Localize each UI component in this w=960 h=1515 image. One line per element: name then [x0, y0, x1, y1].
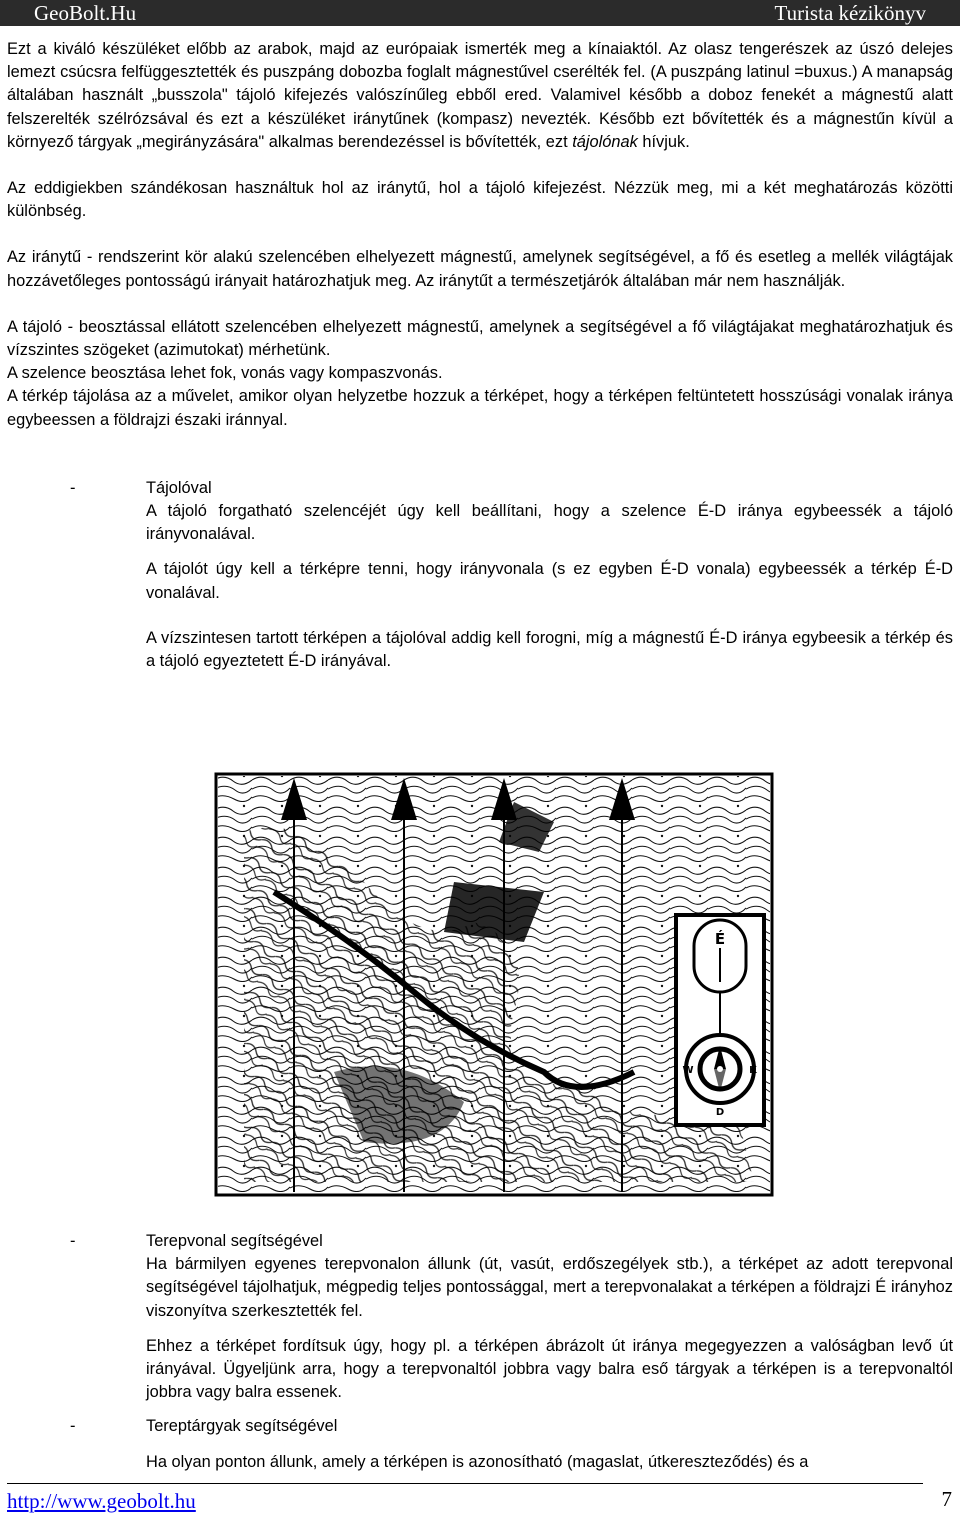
- main-text: [7, 38, 953, 673]
- list-dash: -: [70, 478, 76, 497]
- book-title: Turista kézikönyv: [774, 1, 926, 25]
- paragraph: A szelence beosztása lehet fok, vonás vagy kompaszvonás.: [7, 364, 443, 383]
- list-item-title: Terepvonal segítségével: [146, 1232, 323, 1250]
- list-item-tajoloval: [7, 477, 953, 673]
- list-item-title: Tájolóval: [146, 478, 212, 497]
- list-text: Ehhez a térképet fordítsuk úgy, hogy pl. a térképen ábrázolt út iránya megegyezzen a valóságban levő út irányával. Ügyeljünk arra, hogy a terepvonaltól jobbra vagy balra eső tárgyak a térképen is a terepvonaltól jobbra vagy balra essenek.: [146, 1336, 953, 1402]
- paragraph: A tájoló - beosztással ellátott szelencében elhelyezett mágnestű, amelynek a segítségével a fő világtájakat meghatározhatjuk és vízszintes szögeket (azimutokat) mérhetünk.: [7, 317, 953, 360]
- compass-bottom-label: D: [715, 1107, 725, 1118]
- list-text: A tájolót úgy kell a térképre tenni, hogy irányvonala (s ez egyben É-D vonala) egybeessék a térkép É-D vonalával.: [146, 560, 953, 602]
- footer-url-link[interactable]: http://www.geobolt.hu: [7, 1489, 196, 1513]
- compass-west-label: W: [682, 1065, 694, 1076]
- page-number: 7: [941, 1487, 952, 1511]
- paragraph: Az iránytű - rendszerint kör alakú szelencében elhelyezett mágnestű, amelynek segítségével, a fő és esetleg a mellék világtájak hozzávetőleges pontosságú irányait határozhatjuk meg. Az iránytűt a természetjárók általában már nem használják.: [7, 248, 953, 290]
- map-with-compass-figure: [214, 772, 774, 1197]
- compass-icon: [676, 915, 764, 1125]
- list-dash: -: [70, 1232, 76, 1250]
- list-dash: -: [70, 1417, 76, 1436]
- list-item-tereptargyak: [7, 1415, 953, 1473]
- page-header: [0, 0, 960, 26]
- list-item-terepvonal: [7, 1230, 953, 1404]
- compass-top-label: É: [714, 930, 726, 948]
- list-text: Ha bármilyen egyenes terepvonalon állunk (út, vasút, erdőszegélyek stb.), a térképet az adott terepvonal segítségével tájolhatjuk, mégpedig teljes pontossággal, mert a terepvonalakat a térképen a földrajzi É irányhoz viszonyítva szerkesztették fel.: [146, 1255, 953, 1320]
- footer-divider: [7, 1483, 923, 1484]
- emphasis-text: tájolónak: [572, 132, 638, 151]
- paragraph: A térkép tájolása az a művelet, amikor olyan helyzetbe hozzuk a térképet, hogy a térképen feltüntetett hosszúsági vonalak iránya egybeessen a földrajzi északi iránnyal.: [7, 387, 953, 429]
- compass-east-label: K: [749, 1065, 757, 1076]
- list-text: A vízszintesen tartott térképen a tájolóval addig kell forogni, míg a mágnestű É-D iránya egybeesik a térkép és a tájoló egyeztetett É-D irányával.: [146, 628, 953, 671]
- site-name: GeoBolt.Hu: [34, 1, 137, 25]
- paragraph: Ezt a kiváló készüléket előbb az arabok, majd az európaiak ismerték meg a kínaiaktól. Az olasz tengerészek az úszó delejes lemezt csúcsra felfüggesztették és puszpáng dobozba foglalt mágnestűvel cserélték fel. (A puszpáng latinul =buxus.) A manapság általában használt „busszola" tájoló kifejezés valószínűleg ebből ered. Valamivel később a doboz fenekét a mágnestű alatt felszerelték szélrózsával és ezt a készüléket iránytűnek (kompasz) nevezték. Később ezt bővítették és a mágnestűn kívül a környező tárgyak „megirányzására" alkalmas berendezéssel is bővítették, ezt tájolónak hívjuk.: [7, 40, 953, 151]
- list-text: A tájoló forgatható szelencéjét úgy kell beállítani, hogy a szelence É-D iránya egybeessék a tájoló irányvonalával.: [146, 502, 953, 544]
- paragraph: Az eddigiekben szándékosan használtuk hol az iránytű, hol a tájoló kifejezést. Nézzük meg, mi a két meghatározás közötti különbség.: [7, 179, 953, 221]
- list-text: Ha olyan ponton állunk, amely a térképen is azonosítható (magaslat, útkereszteződés) és a: [146, 1452, 809, 1471]
- list-item-title: Tereptárgyak segítségével: [146, 1417, 338, 1436]
- main-text-continued: [7, 1230, 953, 1474]
